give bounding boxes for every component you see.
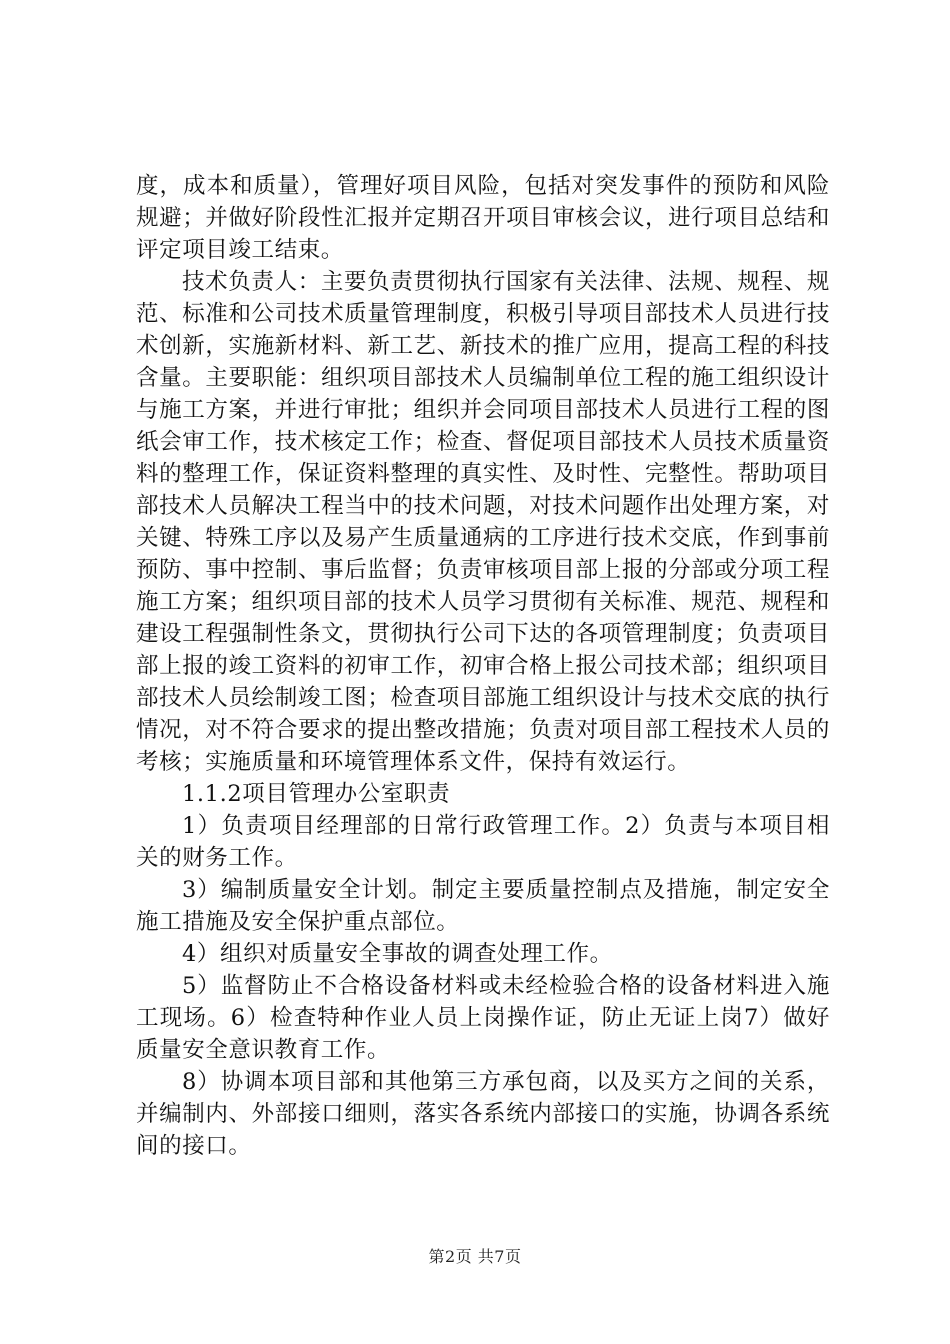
- list-item: 4）组织对质量安全事故的调查处理工作。: [182, 941, 613, 967]
- list-item: 5）监督防止不合格设备材料或未经检验合格的设备材料进入施工现场。6）检查特种作业人员上岗操作证，防止无证上岗7）做好质量安全意识教育工作。: [136, 973, 830, 1063]
- section-heading: 1.1.2项目管理办公室职责: [182, 781, 451, 807]
- paragraph-technical-lead: 技术负责人：主要负责贯彻执行国家有关法律、法规、规程、规范、标准和公司技术质量管理制度，积极引导项目部技术人员进行技术创新，实施新材料、新工艺、新技术的推广应用，提高工程的科技含量。主要职能：组织项目部技术人员编制单位工程的施工组织设计与施工方案，并进行审批；组织并会同项目部技术人员进行工程的图纸会审工作，技术核定工作；检查、督促项目部技术人员技术质量资料的整理工作，保证资料整理的真实性、及时性、完整性。帮助项目部技术人员解决工程当中的技术问题，对技术问题作出处理方案，对关键、特殊工序以及易产生质量通病的工序进行技术交底，作到事前预防、事中控制、事后监督；负责审核项目部上报的分部或分项工程施工方案；组织项目部的技术人员学习贯彻有关标准、规范、规程和建设工程强制性条文，贯彻执行公司下达的各项管理制度；负责项目部上报的竣工资料的初审工作，初审合格上报公司技术部；组织项目部技术人员绘制竣工图；检查项目部施工组织设计与技术交底的执行情况，对不符合要求的提出整改措施；负责对项目部工程技术人员的考核；实施质量和环境管理体系文件，保持有效运行。: [136, 269, 830, 775]
- list-item: 8）协调本项目部和其他第三方承包商，以及买方之间的关系，并编制内、外部接口细则，落实各系统内部接口的实施，协调各系统间的接口。: [136, 1069, 830, 1159]
- paragraph-project-manager-continued: 度，成本和质量），管理好项目风险，包括对突发事件的预防和风险规避；并做好阶段性汇报并定期召开项目审核会议，进行项目总结和评定项目竣工结束。: [136, 173, 830, 263]
- list-item: 3）编制质量安全计划。制定主要质量控制点及措施，制定安全施工措施及安全保护重点部位。: [136, 877, 830, 935]
- page-footer: [0, 1244, 950, 1267]
- page-number-label: 第2页 共7页: [428, 1247, 522, 1266]
- document-body: [136, 170, 830, 1162]
- list-item: 1）负责项目经理部的日常行政管理工作。2）负责与本项目相关的财务工作。: [136, 813, 830, 871]
